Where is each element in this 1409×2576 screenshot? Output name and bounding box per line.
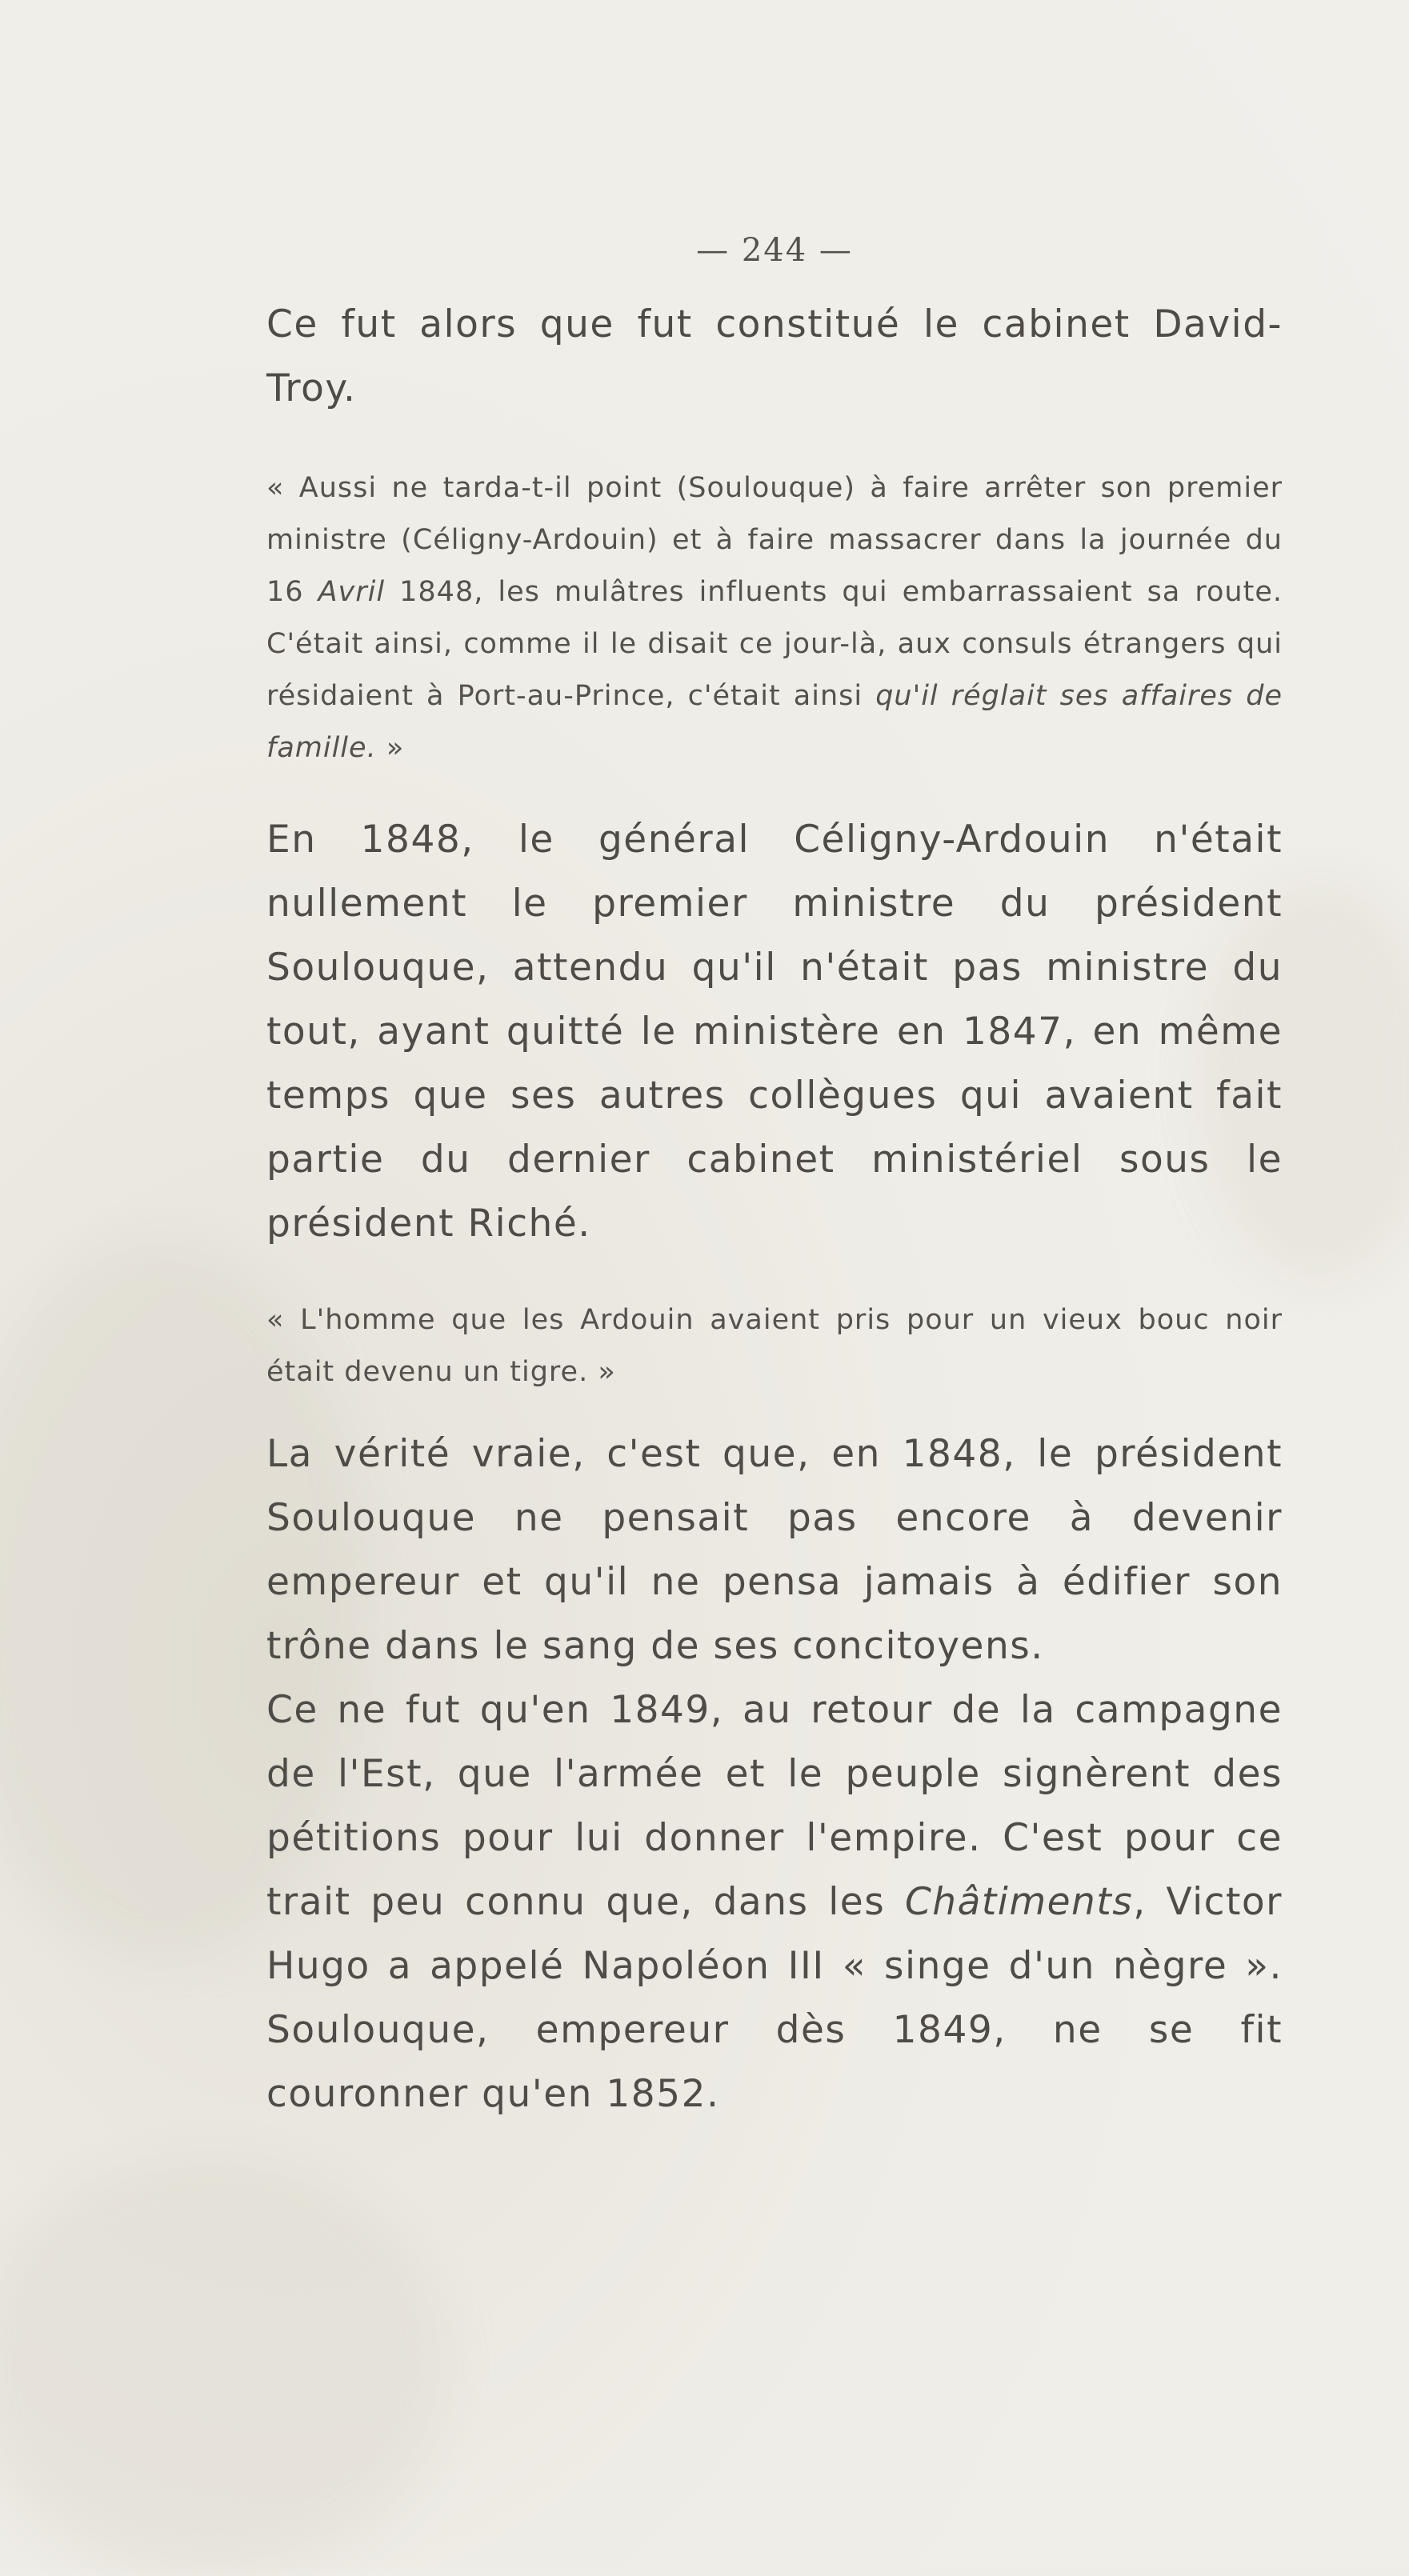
quote-text: » (376, 732, 405, 764)
quote-text: 1848, les mulâtres influents qui embarrassaient sa route. C'était ainsi, comme il le disait ce jour-là, aux consuls étrangers qui résidaient à Port-au-Prince, c'était ainsi (266, 576, 1283, 712)
book-title-chatiments: Châtiments (904, 1880, 1134, 1924)
paragraph-cabinet: Ce fut alors que fut constitué le cabinet David-Troy. (266, 302, 1283, 410)
paragraph-empire (266, 1678, 1283, 2126)
paragraph-text: , Victor Hugo a appelé Napoléon III « singe d'un nègre ». Soulouque, empereur dès 1849, ne se fit couronner qu'en 1852. (266, 1880, 1283, 2116)
quote-italic-phrase: qu'il réglait ses affaires de famille. (266, 680, 1283, 764)
quote-italic-month: Avril (318, 576, 386, 608)
page-number: — 244 — (696, 232, 853, 269)
paragraph-verite: La vérité vraie, c'est que, en 1848, le président Soulouque ne pensait pas encore à devenir empereur et qu'il ne pensa jamais à édifier son trône dans le sang de ses concitoyens. (266, 1432, 1283, 1668)
text-column (266, 232, 1283, 2126)
quote-text: « Aussi ne tarda-t-il point (Soulouque) à faire arrêter son premier ministre (Céligny-Ardouin) et à faire massacrer dans la journée du 16 (266, 472, 1283, 608)
quote-massacre (266, 462, 1283, 774)
paragraph-text: Ce ne fut qu'en 1849, au retour de la campagne de l'Est, que l'armée et le peuple signèrent des pétitions pour lui donner l'empire. C'est pour ce trait peu connu que, dans les (266, 1688, 1283, 1924)
paper-stain (0, 2160, 448, 2576)
paragraph-celigny-ardouin: En 1848, le général Céligny-Ardouin n'était nullement le premier ministre du président Soulouque, attendu qu'il n'était pas ministre du tout, ayant quitté le ministère en 1847, en même temps que ses autres collègues qui avaient fait partie du dernier cabinet ministériel sous le président Riché. (266, 818, 1283, 1246)
quote-tigre: « L'homme que les Ardouin avaient pris pour un vieux bouc noir était devenu un tigre. » (266, 1304, 1283, 1388)
